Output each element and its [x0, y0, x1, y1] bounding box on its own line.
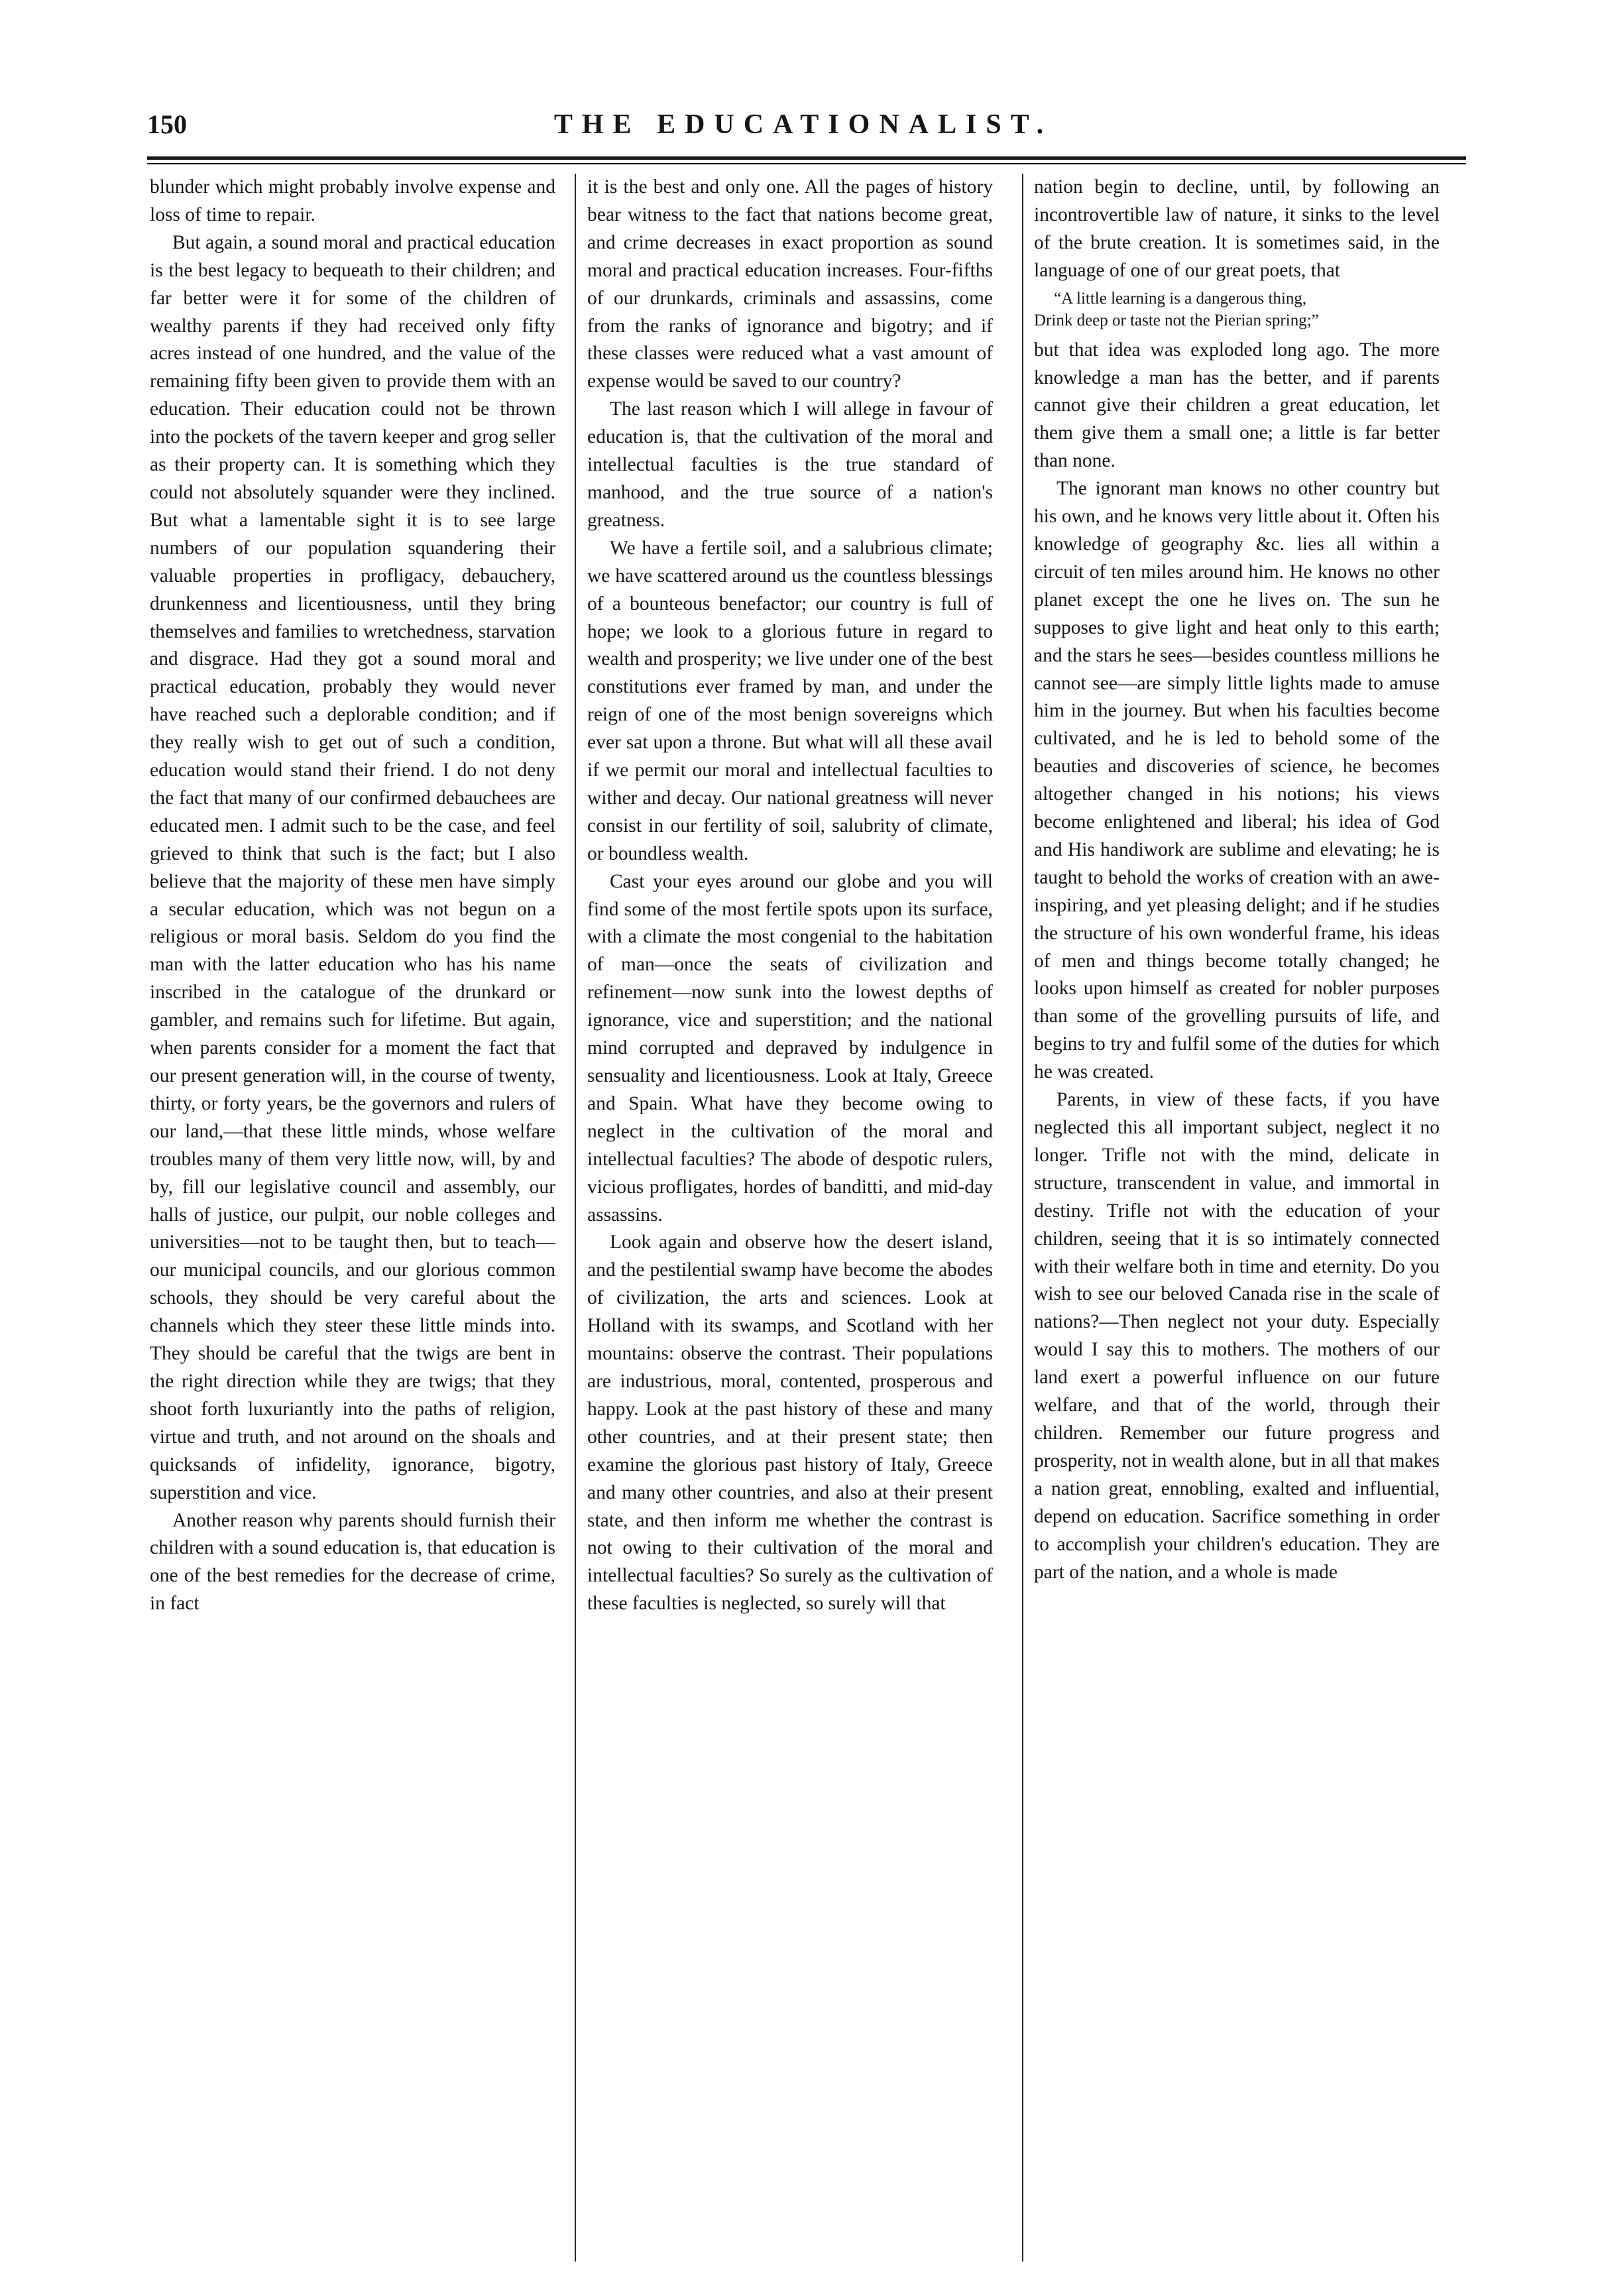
paragraph: nation begin to decline, until, by following an incontrovertible law of nature, it sinks to the level of the brute creation. It is sometimes said, in the language of one of our great poets, that — [1034, 176, 1440, 281]
page-header — [147, 103, 1459, 156]
paragraph: The last reason which I will allege in favour of education is, that the cultivation of the moral and intellectual faculties is the true standard of manhood, and the true source of a nation's greatness. — [587, 398, 993, 531]
paragraph: Look again and observe how the desert island, and the pestilential swamp have become the abodes of civilization, the arts and sciences. Look at Holland with its swamps, and Scotland with her mountains: observe the contrast. Their populations are industrious, moral, contented, prosperous and happy. Look at the past history of these and many other countries, and at their present state; then examine the glorious past history of Italy, Greece and many other countries, and also at their present state, and then inform me whether the contrast is not owing to their cultivation of the moral and intellectual faculties? So surely as the cultivation of these faculties is neglected, so surely will that — [587, 1232, 993, 1615]
header-rule-thin — [147, 163, 1466, 164]
column-divider — [1022, 174, 1023, 2262]
paragraph: blunder which might probably involve expense and loss of time to repair. — [150, 176, 555, 225]
paragraph: We have a fertile soil, and a salubrious climate; we have scattered around us the countless blessings of a bounteous benefactor; our country is full of hope; we look to a glorious future in regard to wealth and prosperity; we live under one of the best constitutions ever framed by man, and under the reign of one of the most benign sovereigns which ever sat upon a throne. But what will all these avail if we permit our moral and intellectual faculties to wither and decay. Our national greatness will never consist in our fertility of soil, salubrity of climate, or boundless wealth. — [587, 537, 993, 864]
running-title: THE EDUCATIONALIST. — [553, 109, 1053, 140]
text-column-3 — [1034, 174, 1440, 2268]
paragraph: But again, a sound moral and practical education is the best legacy to bequeath to their children; and far better were it for some of the children of wealthy parents if they had received only fifty acres instead of one hundred, and the value of the remaining fifty been given to provide them with an education. Their education could not be thrown into the pockets of the tavern keeper and grog seller as their property can. It is something which they could not absolutely squander were they inclined. But what a lamentable sight it is to see large numbers of our population squandering their valuable properties in profligacy, debauchery, drunkenness and licentiousness, until they bring themselves and families to wretchedness, starvation and disgrace. Had they got a sound moral and practical education, probably they would never have reached such a deplorable condition; and if they really wish to get out of such a condition, education would stand their friend. I do not deny the fact that many of our confirmed debauchees are educated men. I admit such to be the case, and feel grieved to think that such is the fact; but I also believe that the majority of these men have simply a secular education, which was not begun on a religious or moral basis. Seldom do you find the man with the latter education who has his name inscribed in the catalogue of the drunkard or gambler, and remains such for lifetime. But again, when parents consider for a moment the fact that our present generation will, in the course of twenty, thirty, or forty years, be the governors and rulers of our land,—that these little minds, whose welfare troubles many of them very little now, will, by and by, fill our legislative council and assembly, our halls of justice, our pulpit, our noble colleges and universities—not to be taught then, but to teach—our municipal councils, and our glorious common schools, they should be very careful about the channels which they steer these little minds into. They should be careful that the twigs are bent in the right direction while they are twigs; that they shoot forth luxuriantly into the paths of religion, virtue and truth, and not around on the shoals and quicksands of infidelity, ignorance, bigotry, superstition and vice. — [150, 231, 555, 1503]
column-divider — [575, 174, 576, 2262]
paragraph: it is the best and only one. All the pages of history bear witness to the fact that nations become great, and crime decreases in exact proportion as sound moral and practical education increases. Four-fifths of our drunkards, criminals and assassins, come from the ranks of ignorance and bigotry; and if these classes were reduced what a vast amount of expense would be saved to our country? — [587, 176, 993, 392]
paragraph: Parents, in view of these facts, if you have neglected this all important subject, neglect it no longer. Trifle not with the mind, delicate in structure, transcendent in value, and immortal in destiny. Trifle not with the education of your children, seeing that it is so intimately connected with their welfare both in time and eternity. Do you wish to see our beloved Canada rise in the scale of nations?—Then neglect not your duty. Especially would I say this to mothers. The mothers of our land exert a powerful influence on our future welfare, and that of the world, through their children. Remember our future progress and prosperity, not in wealth alone, but in all that makes a nation great, ennobling, exalted and influential, depend on education. Sacrifice something in order to accomplish your children's education. They are part of the nation, and a whole is made — [1034, 1089, 1440, 1583]
poetry-quote — [1034, 288, 1440, 331]
verse-line: “A little learning is a dangerous thing, — [1054, 289, 1307, 308]
paragraph: Cast your eyes around our globe and you will find some of the most fertile spots upon its surface, with a climate the most congenial to the habitation of man—once the seats of civilization and refinement—now sunk into the lowest depths of ignorance, vice and superstition; and the national mind corrupted and depraved by indulgence in sensuality and licentiousness. Look at Italy, Greece and Spain. What have they become owing to neglect in the cultivation of the moral and intellectual faculties? The abode of despotic rulers, vicious profligates, hordes of banditti, and mid-day assassins. — [587, 870, 993, 1226]
verse-line: Drink deep or taste not the Pierian spring;” — [1034, 311, 1319, 329]
text-column-1 — [150, 174, 555, 2268]
paragraph: but that idea was exploded long ago. The more knowledge a man has the better, and if parents cannot give their children a great education, let them give them a small one; a little is far better than none. — [1034, 339, 1440, 472]
page-number: 150 — [147, 109, 187, 139]
header-rule — [147, 156, 1466, 160]
paragraph: Another reason why parents should furnish their children with a sound education is, that education is one of the best remedies for the decrease of crime, in fact — [150, 1509, 555, 1615]
text-column-2 — [587, 174, 993, 2268]
paragraph: The ignorant man knows no other country but his own, and he knows very little about it. Often his knowledge of geography &c. lies all within a circuit of ten miles around him. He knows no other planet except the one he lives on. The sun he supposes to give light and heat only to this earth; and the stars he sees—besides countless millions he cannot see—are simply little lights made to amuse him in the journey. But when his faculties become cultivated, and he is led to behold some of the beauties and discoveries of science, he becomes altogether changed in his notions; his views become enlightened and liberal; his idea of God and His handiwork are sublime and elevating; he is taught to behold the works of creation with an awe-inspiring, and yet pleasing delight; and if he studies the structure of his own wonderful frame, his ideas of men and things become totally changed; he looks upon himself as created for nobler purposes than some of the grovelling pursuits of life, and begins to try and fulfil some of the duties for which he was created. — [1034, 478, 1440, 1083]
